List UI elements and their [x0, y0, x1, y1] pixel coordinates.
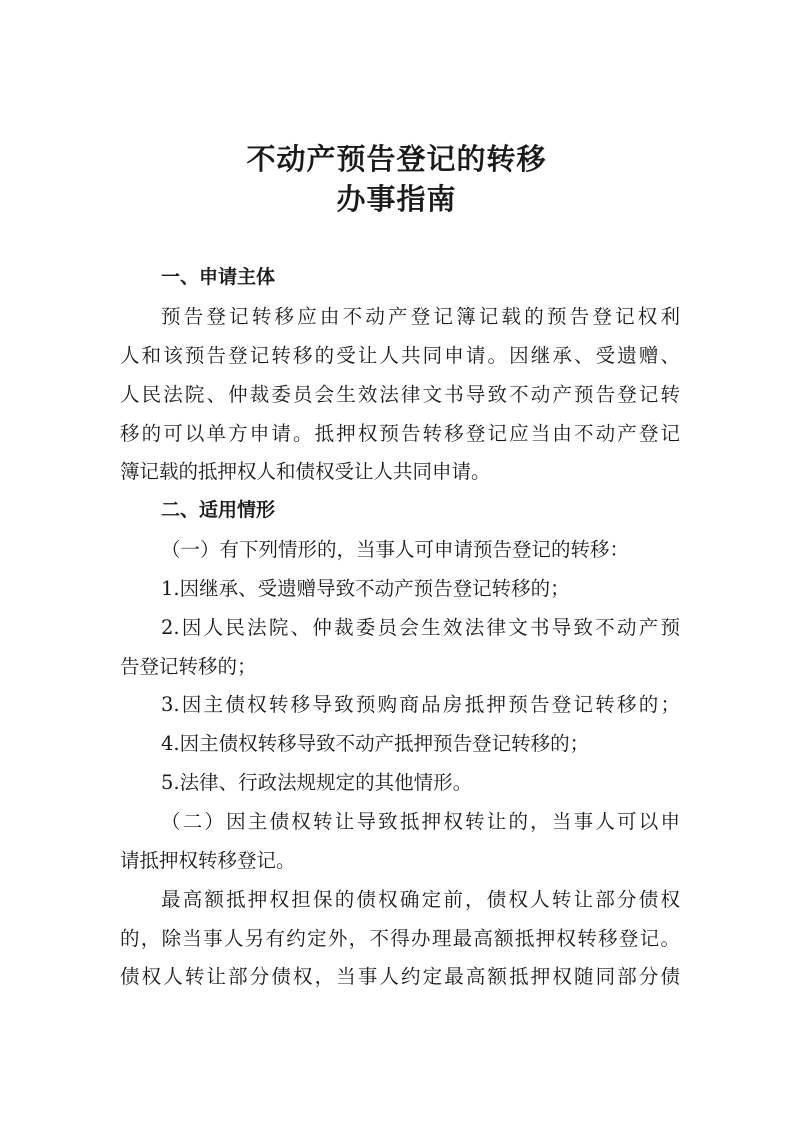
section-heading-applicant: 一、申请主体	[161, 266, 276, 288]
document-subtitle: 办事指南	[336, 182, 457, 216]
paragraph-line: 最高额抵押权担保的债权确定前，债权人转让部分债权	[161, 888, 680, 911]
paragraph-line: 预告登记转移应由不动产登记簿记载的预告登记权利	[161, 305, 680, 328]
list-item: 3.因主债权转移导致预购商品房抵押预告登记转移的；	[161, 693, 680, 716]
paragraph-line: 的，除当事人另有约定外，不得办理最高额抵押权转移登记。	[120, 927, 680, 950]
list-item-continuation: 告登记转移的；	[120, 655, 257, 678]
list-item: 2.因人民法院、仲裁委员会生效法律文书导致不动产预	[161, 616, 680, 639]
subsection-line: （一）有下列情形的，当事人可申请预告登记的转移：	[161, 538, 630, 561]
document-title: 不动产预告登记的转移	[246, 142, 547, 176]
subsection-line: 请抵押权转移登记。	[120, 849, 296, 872]
paragraph-line: 移的可以单方申请。抵押权预告转移登记应当由不动产登记	[120, 422, 680, 445]
list-item: 4.因主债权转移导致不动产抵押预告登记转移的；	[161, 732, 590, 755]
paragraph-line: 人和该预告登记转移的受让人共同申请。因继承、受遗赠、	[120, 344, 680, 367]
list-item: 1.因继承、受遗赠导致不动产预告登记转移的；	[161, 577, 570, 600]
paragraph-line: 簿记载的抵押权人和债权受让人共同申请。	[120, 460, 491, 483]
paragraph-line: 人民法院、仲裁委员会生效法律文书导致不动产预告登记转	[120, 383, 680, 406]
section-heading-applicable-cases: 二、适用情形	[161, 499, 276, 521]
subsection-line: （二）因主债权转让导致抵押权转让的，当事人可以申	[161, 810, 680, 833]
paragraph-line: 债权人转让部分债权，当事人约定最高额抵押权随同部分债	[120, 965, 680, 988]
list-item: 5.法律、行政法规规定的其他情形。	[161, 771, 473, 794]
